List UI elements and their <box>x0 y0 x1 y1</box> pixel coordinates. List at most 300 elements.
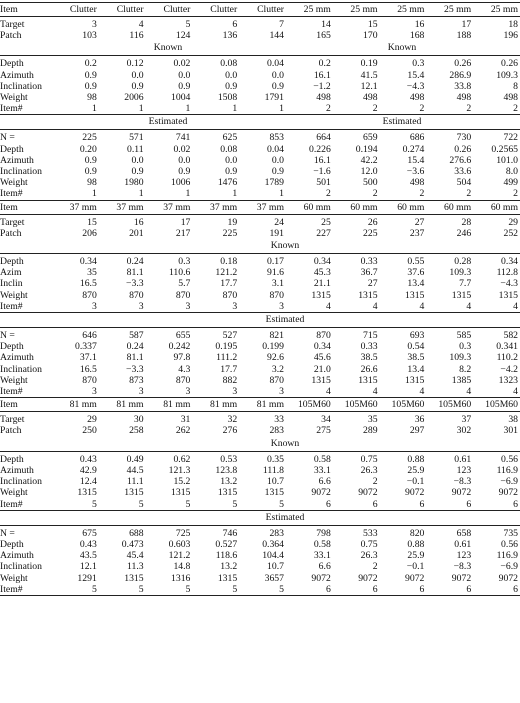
table-cell: 730 <box>456 132 472 144</box>
row-label: Item# <box>0 188 52 200</box>
table-cell: 870 <box>175 374 191 386</box>
table-row <box>0 465 520 476</box>
table-cell: 0.527 <box>215 538 238 550</box>
table-cell: 0.58 <box>313 453 331 465</box>
table-cell: 498 <box>456 92 472 104</box>
table-cell: 0.9 <box>131 166 144 178</box>
table-cell: 109.3 <box>449 267 472 279</box>
table-cell: 0.34 <box>313 256 331 268</box>
table-cell: 165 <box>316 30 331 42</box>
table-cell: 16.5 <box>79 363 97 375</box>
table-cell: 3 <box>146 301 193 313</box>
table-cell: 735 <box>503 527 518 539</box>
table-cell: 4.3 <box>178 363 191 375</box>
section-title: Estimated <box>52 510 520 525</box>
table-cell: Clutter <box>239 3 286 17</box>
table-cell: 42.2 <box>360 154 378 166</box>
table-cell: 0.12 <box>126 58 144 70</box>
table-cell: 2 <box>372 561 378 573</box>
table-cell: 16.1 <box>313 154 331 166</box>
table-cell: 5 <box>239 499 286 511</box>
table-cell: Clutter <box>52 3 99 17</box>
table-row <box>0 177 520 188</box>
table-cell: 31 <box>180 414 191 426</box>
row-label: Weight <box>0 289 28 301</box>
table-cell: 0.33 <box>360 256 378 268</box>
table-cell: 5 <box>185 19 191 30</box>
table-cell: 655 <box>175 330 191 342</box>
table-cell: 498 <box>503 92 518 104</box>
table-cell: 0.195 <box>215 341 238 353</box>
row-label: Weight <box>0 487 28 499</box>
table-cell: 25 mm <box>380 3 427 17</box>
table-cell: 0.62 <box>173 453 191 465</box>
table-cell: 5 <box>192 499 239 511</box>
table-row <box>0 301 520 313</box>
table-cell: 0.75 <box>360 538 378 550</box>
table-cell: 4 <box>426 386 473 398</box>
table-cell: 81.1 <box>126 352 144 364</box>
table-cell: 1315 <box>264 487 284 499</box>
table-row <box>0 30 520 41</box>
table-cell: 97.8 <box>173 352 191 364</box>
row-label: Depth <box>0 143 24 155</box>
table-cell: 0.0 <box>178 69 191 81</box>
table-cell: 6 <box>426 499 473 511</box>
section-heading-row <box>0 510 520 525</box>
table-cell: 1323 <box>498 374 518 386</box>
table-cell: 33.1 <box>313 464 331 476</box>
section-title: Estimated <box>52 313 520 328</box>
table-cell: 37 mm <box>239 200 286 214</box>
row-label: Item <box>0 398 52 412</box>
table-cell: 25.9 <box>407 550 425 562</box>
table-cell: 3 <box>91 19 97 30</box>
table-cell: 0.26 <box>501 58 518 70</box>
table-cell: 109.3 <box>496 69 518 81</box>
table-cell: 6 <box>380 584 427 596</box>
table-cell: 144 <box>269 30 284 42</box>
table-cell: 0.9 <box>271 80 284 92</box>
table-cell: 116 <box>129 30 144 42</box>
table-cell: 111.8 <box>262 464 284 476</box>
table-cell: 225 <box>222 227 238 239</box>
table-row <box>0 214 520 228</box>
results-table-body <box>0 3 520 596</box>
table-cell: 725 <box>175 527 191 539</box>
table-cell: 0.9 <box>84 154 97 166</box>
table-cell: 24 <box>274 216 284 228</box>
table-cell: 0.88 <box>407 538 425 550</box>
table-cell: 0.24 <box>126 341 144 353</box>
table-cell: 37.6 <box>407 267 425 279</box>
table-cell: 118.6 <box>215 550 238 562</box>
table-row <box>0 81 520 92</box>
row-label: Depth <box>0 453 24 465</box>
table-cell: 0.54 <box>407 341 425 353</box>
row-label: Azimuth <box>0 154 34 166</box>
table-cell: 3 <box>192 386 239 398</box>
table-cell: 2 <box>426 103 473 115</box>
table-cell: Clutter <box>192 3 239 17</box>
table-cell: 3657 <box>264 572 284 584</box>
table-cell: 0.242 <box>168 341 191 353</box>
table-cell: 297 <box>409 425 425 437</box>
table-cell: 123.8 <box>215 464 238 476</box>
table-cell: 81 mm <box>52 398 99 412</box>
table-cell: 121.2 <box>215 267 238 279</box>
table-cell: 0.9 <box>84 166 97 178</box>
row-label: Azimuth <box>0 464 34 476</box>
table-cell: 0.337 <box>75 341 97 353</box>
table-cell: 1315 <box>311 374 331 386</box>
table-cell: −4.2 <box>500 363 518 375</box>
table-cell: 6 <box>473 499 520 511</box>
table-cell: 9072 <box>498 487 518 499</box>
table-cell: 1315 <box>498 289 518 301</box>
table-cell: 34 <box>321 414 331 426</box>
table-cell: 2006 <box>124 92 144 104</box>
row-label: Weight <box>0 177 28 189</box>
table-cell: 587 <box>129 330 144 342</box>
table-cell: 0.55 <box>407 256 425 268</box>
table-cell: 798 <box>316 527 331 539</box>
table-cell: 33.8 <box>454 80 472 92</box>
table-cell: 25.9 <box>407 464 425 476</box>
table-cell: −1.2 <box>313 80 331 92</box>
table-cell: 35 <box>87 267 97 279</box>
table-cell: 0.2 <box>318 58 331 70</box>
table-cell: 2 <box>333 188 380 200</box>
table-cell: 101.0 <box>496 154 518 166</box>
section-heading-row <box>0 239 520 254</box>
table-cell: 4 <box>333 301 380 313</box>
table-cell: 1 <box>52 103 99 115</box>
table-cell: 0.28 <box>454 256 472 268</box>
table-row <box>0 539 520 550</box>
table-cell: 21.0 <box>313 363 331 375</box>
table-cell: 0.9 <box>178 80 191 92</box>
table-cell: 9072 <box>498 572 518 584</box>
table-cell: 25 mm <box>333 3 380 17</box>
table-row <box>0 166 520 177</box>
table-cell: 1316 <box>171 572 191 584</box>
table-cell: 0.08 <box>220 143 238 155</box>
table-cell: 4 <box>473 386 520 398</box>
table-cell: 32 <box>227 414 238 426</box>
table-cell: 283 <box>269 425 284 437</box>
table-cell: 0.0 <box>271 154 284 166</box>
table-cell: 6 <box>426 584 473 596</box>
table-cell: 0.226 <box>308 143 331 155</box>
table-row <box>0 130 520 144</box>
section-spacer <box>0 115 52 130</box>
table-cell: −3.3 <box>126 278 144 290</box>
table-cell: 16.1 <box>313 69 331 81</box>
row-label: Azimuth <box>0 352 34 364</box>
section-spacer <box>0 313 52 328</box>
table-cell: 168 <box>409 30 425 42</box>
table-cell: 0.9 <box>131 80 144 92</box>
table-cell: 27 <box>414 216 425 228</box>
table-cell: 0.26 <box>454 143 472 155</box>
table-cell: 5 <box>52 584 99 596</box>
row-label: Patch <box>0 425 22 437</box>
table-cell: 2 <box>380 188 427 200</box>
table-cell: −3.3 <box>126 363 144 375</box>
table-cell: 6.6 <box>318 476 331 488</box>
table-cell: −1.6 <box>313 166 331 178</box>
table-cell: 500 <box>363 177 378 189</box>
table-cell: 1791 <box>264 92 284 104</box>
table-cell: 37 mm <box>52 200 99 214</box>
table-cell: 0.9 <box>225 80 238 92</box>
table-cell: 2 <box>380 103 427 115</box>
table-row <box>0 17 520 31</box>
table-cell: 92.6 <box>267 352 284 364</box>
row-label: Azimuth <box>0 550 34 562</box>
table-cell: 225 <box>363 227 378 239</box>
table-cell: 60 mm <box>286 200 333 214</box>
table-cell: 501 <box>316 177 331 189</box>
table-cell: 821 <box>269 330 284 342</box>
table-cell: 116.9 <box>496 464 518 476</box>
table-cell: −4.3 <box>406 80 425 92</box>
table-cell: 1385 <box>451 374 472 386</box>
table-cell: 286.9 <box>449 69 472 81</box>
table-cell: 0.02 <box>173 58 191 70</box>
table-cell: 26.3 <box>360 464 378 476</box>
table-row <box>0 328 520 342</box>
table-cell: 7 <box>279 19 284 30</box>
table-cell: 105M60 <box>426 398 473 412</box>
table-row <box>0 290 520 301</box>
table-cell: 693 <box>409 330 425 342</box>
row-label: N = <box>0 527 15 539</box>
table-row <box>0 364 520 375</box>
table-cell: 33 <box>274 414 284 426</box>
table-cell: 16 <box>414 19 425 30</box>
table-cell: 136 <box>222 30 238 42</box>
table-cell: 715 <box>363 330 378 342</box>
table-cell: 9072 <box>405 487 425 499</box>
table-cell: 60 mm <box>426 200 473 214</box>
table-cell: 1315 <box>217 572 238 584</box>
table-cell: 6 <box>380 499 427 511</box>
row-label: Item <box>0 3 52 17</box>
table-cell: 8 <box>513 80 518 92</box>
table-cell: 17.7 <box>220 363 238 375</box>
table-cell: 6 <box>333 584 380 596</box>
table-cell: 12.1 <box>360 80 378 92</box>
table-cell: 0.34 <box>313 341 331 353</box>
table-cell: 26 <box>367 216 378 228</box>
table-cell: 4 <box>426 301 473 313</box>
table-cell: 0.58 <box>313 538 331 550</box>
table-cell: 1 <box>192 188 239 200</box>
row-label: Inclination <box>0 363 42 375</box>
table-cell: 722 <box>503 132 518 144</box>
table-row <box>0 70 520 81</box>
table-cell: 276.6 <box>449 154 472 166</box>
section-spacer <box>0 41 52 56</box>
table-cell: 60 mm <box>333 200 380 214</box>
table-cell: 1 <box>52 188 99 200</box>
table-cell: 15 <box>367 19 378 30</box>
table-cell: 123 <box>456 464 472 476</box>
table-cell: 0.33 <box>360 341 378 353</box>
table-cell: −0.1 <box>406 476 425 488</box>
table-cell: 15 <box>87 216 97 228</box>
table-cell: −6.9 <box>500 476 518 488</box>
table-cell: 121.2 <box>168 550 191 562</box>
table-cell: 0.04 <box>267 58 284 70</box>
table-cell: 2 <box>473 103 520 115</box>
table-cell: 4 <box>473 301 520 313</box>
table-cell: 13.4 <box>407 278 425 290</box>
table-cell: 225 <box>82 132 97 144</box>
table-row <box>0 92 520 103</box>
table-cell: 237 <box>409 227 425 239</box>
table-cell: 1315 <box>124 572 144 584</box>
table-cell: 1315 <box>171 487 191 499</box>
table-cell: 191 <box>269 227 284 239</box>
table-cell: 0.34 <box>501 256 518 268</box>
table-cell: 45.3 <box>313 267 331 279</box>
section-title: Known <box>52 437 520 452</box>
table-cell: 227 <box>316 227 331 239</box>
table-cell: 19 <box>227 216 238 228</box>
table-cell: 498 <box>409 177 425 189</box>
table-cell: 870 <box>269 374 284 386</box>
table-cell: 5 <box>99 584 146 596</box>
table-cell: 1315 <box>77 487 97 499</box>
table-cell: 29 <box>508 216 518 228</box>
table-cell: 870 <box>269 289 284 301</box>
table-cell: 9072 <box>451 487 472 499</box>
table-cell: 15.4 <box>407 69 425 81</box>
table-cell: 3 <box>52 386 99 398</box>
table-cell: 170 <box>363 30 378 42</box>
table-cell: 9072 <box>405 572 425 584</box>
table-row <box>0 267 520 278</box>
table-row <box>0 375 520 386</box>
table-cell: 741 <box>175 132 191 144</box>
row-label: Inclination <box>0 166 42 178</box>
table-cell: 5 <box>99 499 146 511</box>
table-cell: 98 <box>87 92 97 104</box>
table-cell: 21.1 <box>313 278 331 290</box>
table-cell: 37 mm <box>99 200 146 214</box>
table-cell: 1315 <box>124 487 144 499</box>
table-cell: 1315 <box>405 289 425 301</box>
table-cell: 4 <box>138 19 144 30</box>
table-row <box>0 228 520 239</box>
table-cell: 6 <box>232 19 238 30</box>
table-cell: 12.0 <box>360 166 378 178</box>
table-cell: 0.35 <box>267 453 284 465</box>
table-cell: 15.2 <box>173 476 191 488</box>
table-cell: 504 <box>456 177 472 189</box>
row-label: Weight <box>0 92 28 104</box>
table-cell: −6.9 <box>500 561 518 573</box>
row-label: Inclination <box>0 80 42 92</box>
table-cell: 37 mm <box>192 200 239 214</box>
row-label: Inclin <box>0 278 23 290</box>
table-cell: −8.3 <box>453 476 472 488</box>
table-cell: 124 <box>175 30 191 42</box>
table-cell: 275 <box>316 425 331 437</box>
table-cell: 17 <box>461 19 472 30</box>
table-cell: 302 <box>456 425 472 437</box>
table-cell: 30 <box>133 414 144 426</box>
table-cell: 1 <box>239 188 286 200</box>
section-title: Estimated <box>286 115 520 130</box>
table-cell: 246 <box>456 227 472 239</box>
table-cell: 123 <box>456 550 472 562</box>
table-cell: 870 <box>82 289 97 301</box>
table-cell: 0.0 <box>225 69 238 81</box>
table-cell: 870 <box>222 289 238 301</box>
table-cell: 14.8 <box>173 561 191 573</box>
table-cell: 25 mm <box>286 3 333 17</box>
table-cell: 9072 <box>311 487 331 499</box>
row-label: Item# <box>0 386 52 398</box>
table-cell: 105M60 <box>286 398 333 412</box>
section-heading-row <box>0 313 520 328</box>
table-row <box>0 155 520 166</box>
table-cell: 1004 <box>171 92 191 104</box>
table-cell: 26.3 <box>360 550 378 562</box>
table-cell: 81 mm <box>239 398 286 412</box>
table-cell: 8.2 <box>459 363 472 375</box>
table-cell: 10.7 <box>267 476 284 488</box>
table-cell: 38.5 <box>407 352 425 364</box>
table-cell: 0.0 <box>131 154 144 166</box>
table-cell: 3 <box>192 301 239 313</box>
table-cell: 35 <box>367 414 378 426</box>
table-cell: 1 <box>146 188 193 200</box>
table-row <box>0 550 520 561</box>
section-title: Known <box>52 41 286 56</box>
table-cell: 1 <box>192 103 239 115</box>
table-cell: 0.0 <box>271 69 284 81</box>
table-cell: 276 <box>222 425 238 437</box>
table-cell: 111.2 <box>216 352 238 364</box>
table-cell: 105M60 <box>333 398 380 412</box>
table-cell: 1789 <box>264 177 284 189</box>
table-cell: 659 <box>363 132 378 144</box>
table-cell: 0.194 <box>355 143 378 155</box>
table-cell: 0.53 <box>220 453 238 465</box>
table-cell: 33.6 <box>454 166 472 178</box>
table-cell: 3 <box>52 301 99 313</box>
table-cell: 0.274 <box>402 143 425 155</box>
table-cell: 38.5 <box>360 352 378 364</box>
table-cell: 110.2 <box>496 352 518 364</box>
table-cell: 873 <box>129 374 144 386</box>
table-cell: 36 <box>414 414 425 426</box>
table-cell: 0.34 <box>79 256 97 268</box>
table-cell: 29 <box>87 414 97 426</box>
section-heading-row <box>0 437 520 452</box>
table-cell: 6 <box>473 584 520 596</box>
table-cell: 116.9 <box>496 550 518 562</box>
table-cell: 0.9 <box>271 166 284 178</box>
row-label: Item# <box>0 584 52 596</box>
section-spacer <box>0 437 52 452</box>
table-cell: 0.18 <box>220 256 238 268</box>
